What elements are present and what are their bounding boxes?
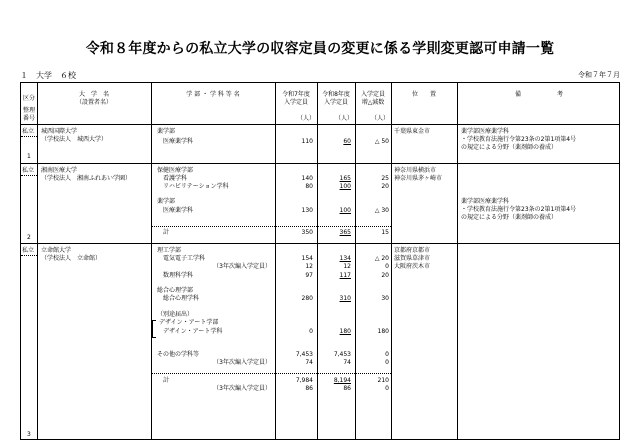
row3-r7-total-h: 86 [305,385,313,392]
header-r8: 令和8年度 [322,91,350,98]
row2-r8-1: 165 [339,175,351,182]
row2-faculty-2: 薬学部 [157,198,176,205]
row3-diff-h1: 0 [385,263,389,270]
row3-faculty-2: 総合心理学部 [157,287,194,294]
row2-remark-3: の規定による分野（薬剤師の養成） [461,214,558,221]
header-location: 位 置 [411,91,436,98]
row3-transfer-1: （3年次編入学定員） [213,263,271,270]
row3-r8-1: 134 [339,255,351,262]
header-r8-nyugaku: 入学定員 [323,99,348,106]
row3-r7-2: 97 [305,272,313,279]
row3-university: 立命館大学 [41,247,72,254]
row3-other-departments: その他の学科等 [157,351,200,358]
row2-location-2: 神奈川県茅ヶ崎市 [394,175,443,182]
col-divider [37,83,38,439]
col-divider [391,83,392,439]
row2-faculty-1: 保健医療学部 [157,167,194,174]
row3-r8-total-h: 86 [343,385,351,392]
row2-department-1: 看護学科 [163,175,188,182]
row3-r7-other-h: 74 [305,359,313,366]
header-setchisha: （設置者名） [75,99,112,106]
row1-remark-3: の規定による分野（薬剤師の養成） [461,144,558,151]
row3-diff-other: 0 [385,351,389,358]
row3-setchisha: （学校法人 立命館） [41,255,102,262]
row3-transfer-3: （3年次編入学定員） [213,385,271,392]
row3-department-4: デザイン・アート学科 [163,328,223,335]
header-zougen-1: 入学定員 [360,91,385,98]
row2-number: 2 [27,234,31,241]
row3-faculty-1: 理工学部 [157,247,182,254]
row1-kubun: 私立 [22,128,35,135]
header-r7-nyugaku: 入学定員 [283,99,308,106]
category-subtitle: １ 大学 ６校 [20,71,76,80]
row-divider [21,163,619,164]
header-r7-unit: （人） [296,115,315,122]
row2-r8-2: 100 [339,183,351,190]
row3-separate-notice: （別途届出） [157,311,194,318]
row3-transfer-2: （3年次編入学定員） [213,359,271,366]
row2-diff-total: 15 [381,229,389,236]
row3-r7-h1: 12 [305,263,313,270]
row2-remark-1: 薬学部医療薬学科 [461,198,510,205]
row1-number: 1 [27,153,31,160]
row3-r8-h1: 12 [343,263,351,270]
row1-remark-1: 薬学部医療薬学科 [461,128,510,135]
row1-diff: △ 50 [374,138,389,145]
row3-department-1: 電気電子工学科 [163,255,206,262]
document-date: 令和７年７月 [578,71,620,79]
row1-location: 千葉県東金市 [394,128,431,135]
row-divider [21,243,619,244]
row2-university: 湘南医療大学 [41,167,78,174]
row3-bracket [152,320,156,338]
row3-department-3: 総合心理学科 [163,295,200,302]
row3-r7-other: 7,453 [295,351,313,358]
header-r8-unit: （人） [334,115,353,122]
kubun-dotted [21,175,37,176]
row3-diff-total: 210 [377,377,389,384]
row3-diff-1: △ 20 [374,255,389,262]
row3-diff-total-h: 0 [385,385,389,392]
row1-remark-2: ・学校教育法施行令第23条の2第1項第4号 [461,136,577,143]
row3-number: 3 [27,431,31,438]
row3-r7-3: 280 [301,295,313,302]
row2-r7-2: 80 [305,183,313,190]
row2-r8-total: 365 [339,229,351,236]
application-table [20,82,620,440]
row2-setchisha: （学校法人 湘南ふれあい学園） [41,175,132,182]
row3-diff-2: 20 [381,272,389,279]
row2-kubun: 私立 [22,167,35,174]
row2-r7-1: 140 [301,175,313,182]
row3-diff-4: 180 [377,328,389,335]
row3-r8-total: 8,194 [333,377,351,384]
row3-diff-other-h: 0 [385,359,389,366]
row1-university: 城西国際大学 [41,128,78,135]
kubun-dotted [21,255,37,256]
row2-department-2: リハビリテーション学科 [163,183,229,190]
row2-remark-2: ・学校教育法施行令第23条の2第1項第4号 [461,206,577,213]
row3-diff-3: 30 [381,295,389,302]
row3-r8-3: 310 [339,295,351,302]
header-bango: 番号 [22,115,35,122]
row2-r7-3: 130 [301,207,313,214]
row2-diff-3: △ 30 [374,207,389,214]
header-kubun: 区分 [22,95,35,102]
row1-department: 医療薬学科 [163,138,194,145]
row3-r8-4: 180 [339,328,351,335]
row3-kubun: 私立 [22,247,35,254]
row2-department-3: 医療薬学科 [163,207,194,214]
row3-location-1: 京都府京都市 [394,247,431,254]
row3-r8-other-h: 74 [343,359,351,366]
row3-r8-2: 117 [339,272,351,279]
row2-r7-total: 350 [301,229,313,236]
row3-faculty-3: デザイン・アート学部 [159,319,219,326]
kubun-dotted [21,136,37,137]
row3-r7-1: 154 [301,255,313,262]
header-remarks: 備 考 [514,91,563,98]
header-r7: 令和7年度 [282,91,310,98]
row3-location-3: 大阪府茨木市 [394,263,431,270]
header-divider [21,124,619,125]
page-title: 令和８年度からの私立大学の収容定員の変更に係る学則変更認可申請一覧 [85,41,555,57]
row3-r7-4: 0 [309,328,313,335]
row2-r8-3: 100 [339,207,351,214]
row3-department-2: 数理科学科 [163,272,194,279]
row2-total-label: 計 [163,229,170,236]
row3-r7-total: 7,984 [295,377,313,384]
row1-r8: 60 [343,138,351,145]
row1-setchisha: （学校法人 城西大学） [41,136,108,143]
total-dotted [151,373,391,374]
total-dotted [151,226,391,227]
header-seiri: 整理 [22,107,35,114]
col-divider [457,83,458,439]
header-zougen-2: 増△減数 [361,99,385,106]
row1-r7: 110 [301,138,313,145]
row3-r8-other: 7,453 [333,351,351,358]
row1-faculty: 薬学部 [157,128,176,135]
row2-diff-1: 25 [381,175,389,182]
row2-location-1: 神奈川県横浜市 [394,167,437,174]
row3-total-label: 計 [163,377,170,384]
header-university: 大 学 名 [78,91,109,98]
header-gakubu: 学 部 ・ 学 科 等 名 [186,91,240,98]
row3-location-2: 滋賀県草津市 [394,255,431,262]
header-zougen-unit: （人） [370,115,389,122]
row2-diff-2: 20 [381,183,389,190]
